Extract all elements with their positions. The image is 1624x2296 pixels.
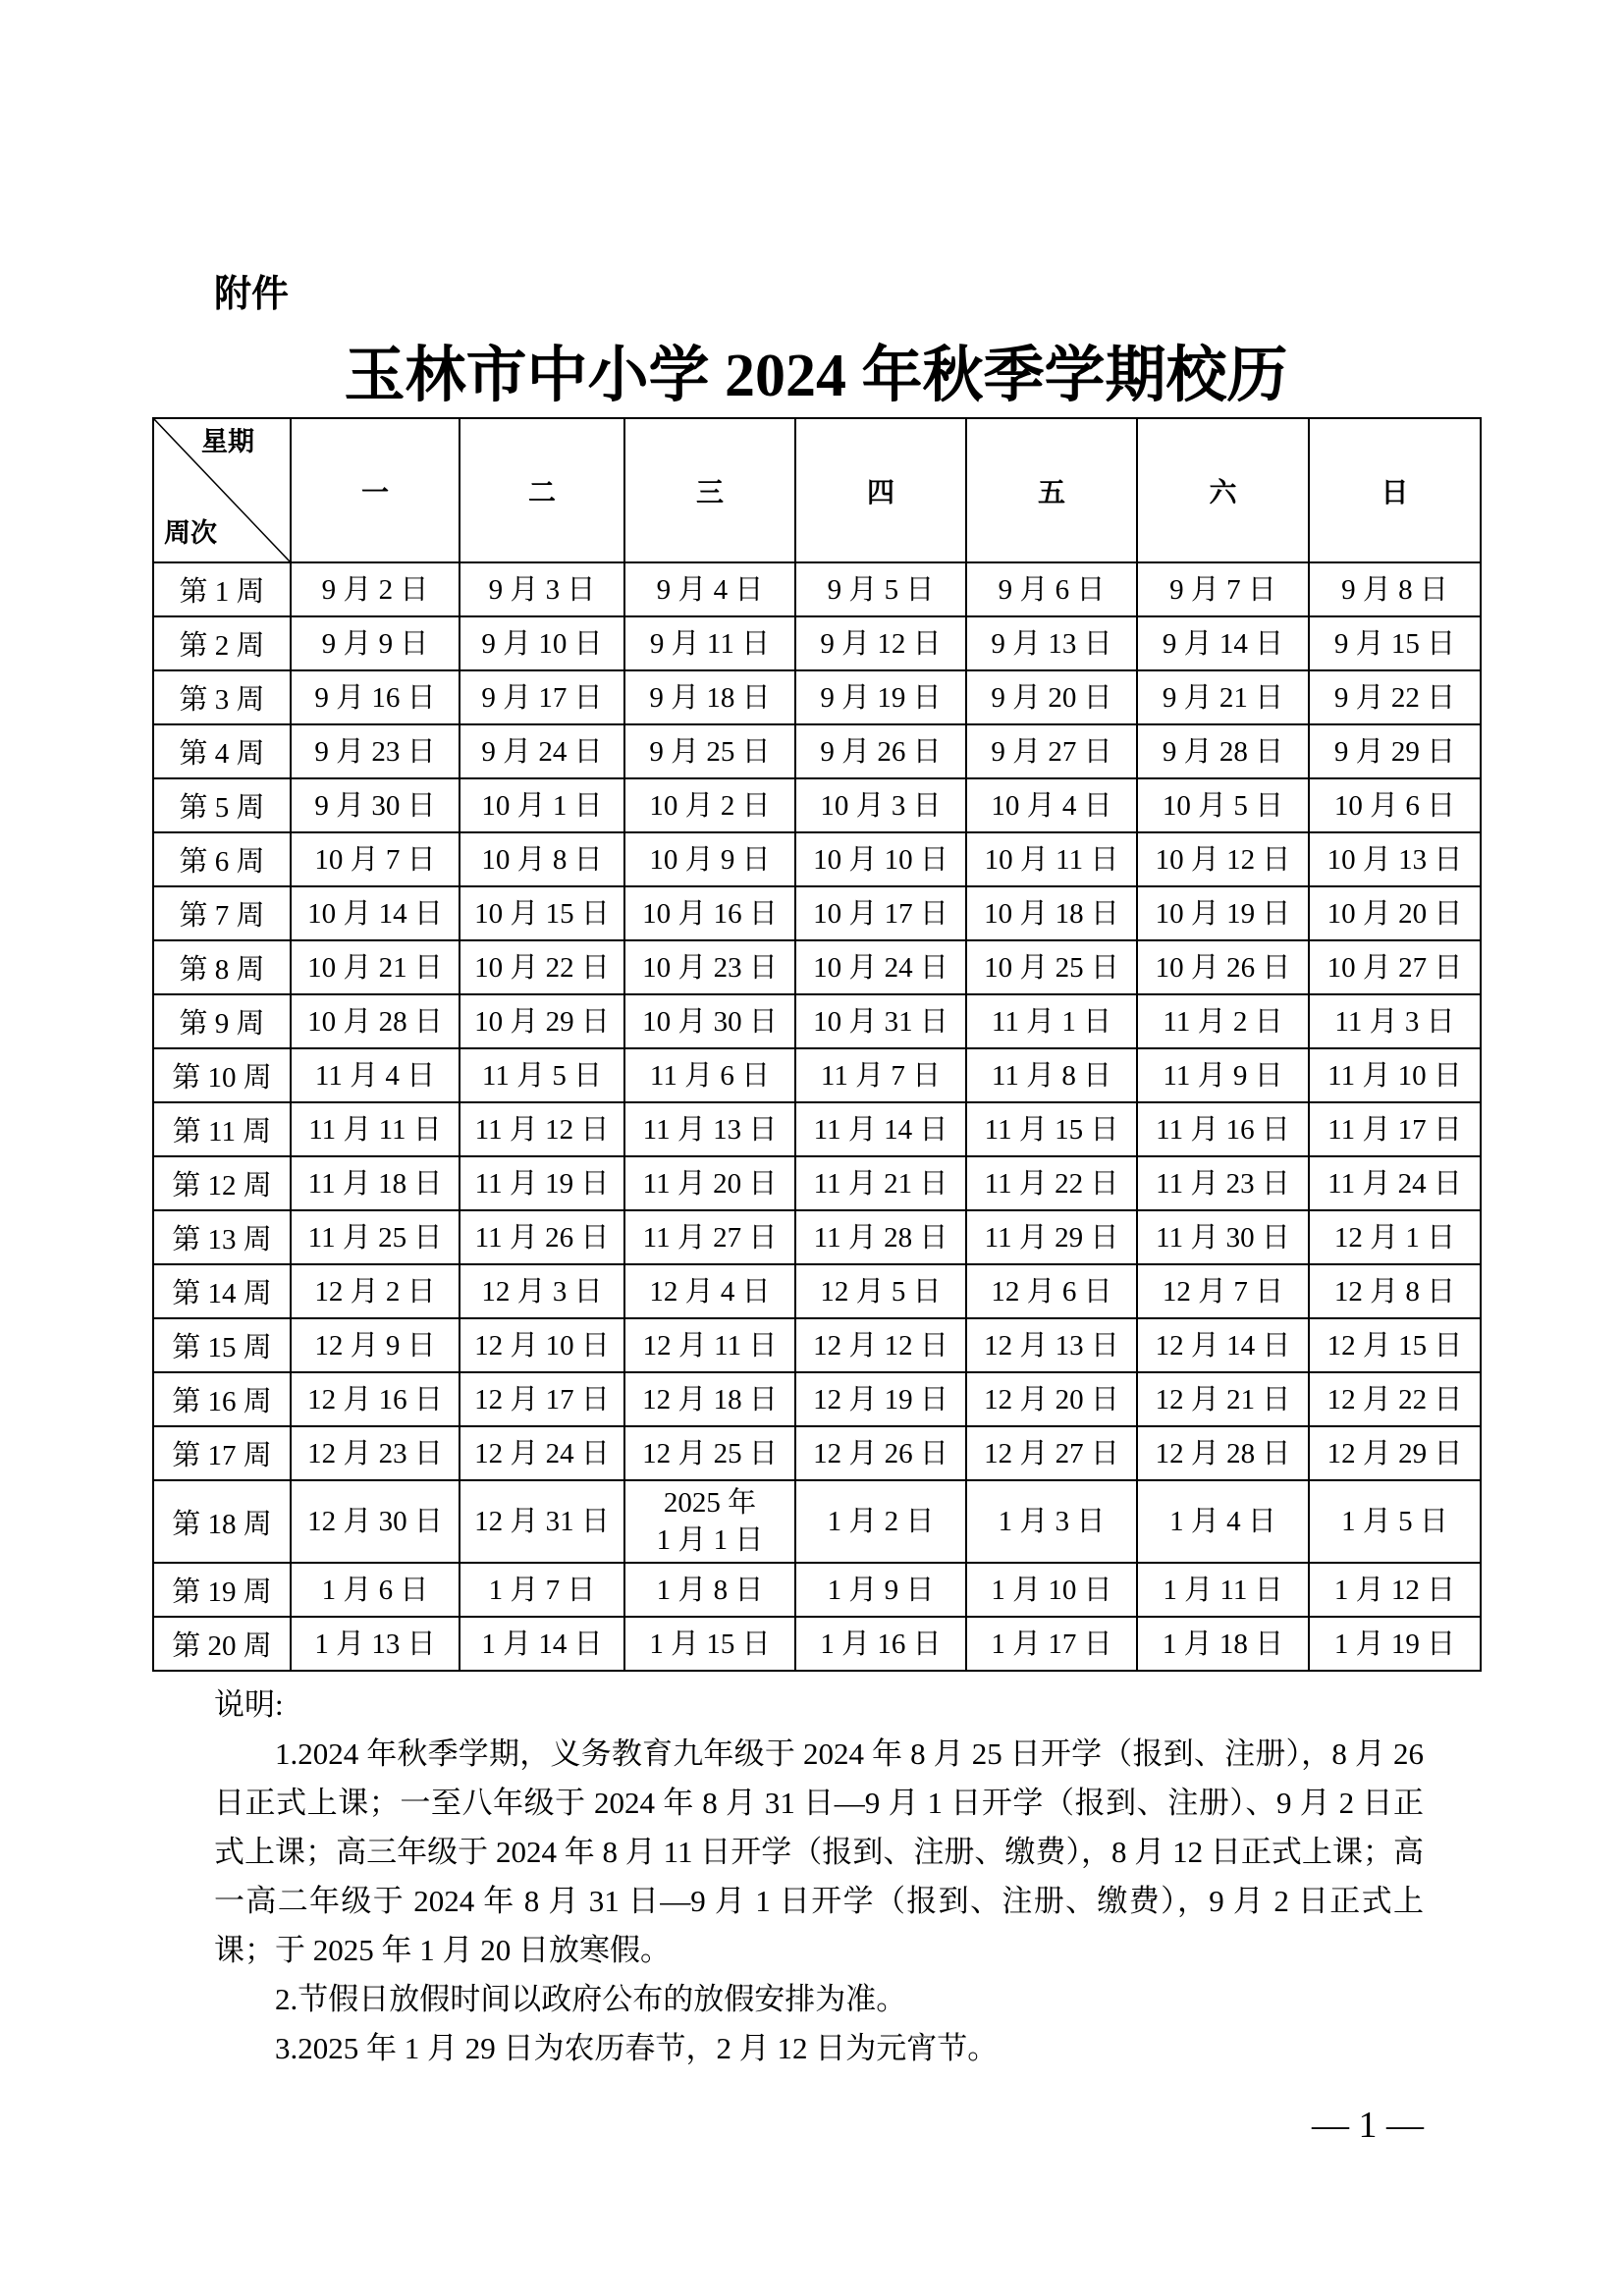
week-label: 第 15 周: [153, 1318, 291, 1372]
week-label: 第 18 周: [153, 1480, 291, 1563]
date-cell-sunday: 12 月 8 日: [1309, 1264, 1481, 1318]
calendar-header: [153, 418, 1481, 562]
week-row: [153, 1480, 1481, 1563]
date-cell-monday: 12 月 9 日: [291, 1318, 460, 1372]
date-cell-monday: 1 月 6 日: [291, 1563, 460, 1617]
week-axis-label: 周次: [164, 518, 217, 548]
date-cell-wednesday: 11 月 27 日: [624, 1210, 795, 1264]
week-row: [153, 724, 1481, 778]
note-item-3: 3.2025 年 1 月 29 日为农历春节，2 月 12 日为元宵节。: [275, 2031, 999, 2065]
date-cell-friday: 9 月 27 日: [966, 724, 1137, 778]
date-cell-friday: 1 月 17 日: [966, 1617, 1137, 1671]
notes-label: 说明:: [214, 1687, 284, 1722]
date-cell-saturday: 1 月 4 日: [1137, 1480, 1309, 1563]
day-header-friday: 五: [966, 418, 1137, 562]
note-item-1: 1.2024 年秋季学期，义务教育九年级于 2024 年 8 月 25 日开学（报到、注册），8 月 26 日正式上课；一至八年级于 2024 年 8 月 31 日—9 月 1 日开学（报到、注册）、9 月 2 日正式上课；高三年级于 2024 年 8 月 11 日开学（报到、注册、缴费），8 月 12 日正式上课；高一高二年级于 2024 年 8 月 31 日—9 月 1 日开学（报到、注册、缴费），9 月 2 日正式上课；于 2025 年 1 月 20 日放寒假。: [214, 1736, 1424, 1967]
date-cell-saturday: 12 月 28 日: [1137, 1426, 1309, 1480]
date-cell-wednesday: 12 月 18 日: [624, 1372, 795, 1426]
date-cell-saturday: 10 月 5 日: [1137, 778, 1309, 832]
date-cell-wednesday: 10 月 30 日: [624, 994, 795, 1048]
date-cell-thursday: 1 月 9 日: [795, 1563, 966, 1617]
week-label: 第 5 周: [153, 778, 291, 832]
date-cell-monday: 9 月 2 日: [291, 562, 460, 616]
date-cell-tuesday: 9 月 24 日: [460, 724, 624, 778]
date-cell-thursday: 11 月 7 日: [795, 1048, 966, 1102]
date-cell-saturday: 9 月 14 日: [1137, 616, 1309, 670]
date-cell-tuesday: 9 月 10 日: [460, 616, 624, 670]
date-cell-friday: 12 月 6 日: [966, 1264, 1137, 1318]
note-item-2: 2.节假日放假时间以政府公布的放假安排为准。: [275, 1982, 907, 2016]
date-cell-saturday: 11 月 2 日: [1137, 994, 1309, 1048]
date-cell-tuesday: 11 月 19 日: [460, 1156, 624, 1210]
date-cell-sunday: 1 月 19 日: [1309, 1617, 1481, 1671]
date-cell-friday: 10 月 4 日: [966, 778, 1137, 832]
date-cell-saturday: 11 月 23 日: [1137, 1156, 1309, 1210]
week-row: [153, 1372, 1481, 1426]
date-cell-sunday: 12 月 22 日: [1309, 1372, 1481, 1426]
date-cell-friday: 9 月 13 日: [966, 616, 1137, 670]
date-cell-wednesday: 12 月 11 日: [624, 1318, 795, 1372]
date-cell-monday: 12 月 16 日: [291, 1372, 460, 1426]
date-cell-thursday: 9 月 26 日: [795, 724, 966, 778]
date-cell-saturday: 10 月 26 日: [1137, 940, 1309, 994]
date-cell-monday: 12 月 30 日: [291, 1480, 460, 1563]
date-cell-sunday: 11 月 24 日: [1309, 1156, 1481, 1210]
date-cell-monday: 12 月 2 日: [291, 1264, 460, 1318]
date-cell-saturday: 1 月 18 日: [1137, 1617, 1309, 1671]
week-label: 第 20 周: [153, 1617, 291, 1671]
date-cell-wednesday: 9 月 18 日: [624, 670, 795, 724]
date-cell-tuesday: 12 月 31 日: [460, 1480, 624, 1563]
date-cell-tuesday: 12 月 17 日: [460, 1372, 624, 1426]
date-cell-thursday: 10 月 31 日: [795, 994, 966, 1048]
date-cell-sunday: 10 月 6 日: [1309, 778, 1481, 832]
week-row: [153, 940, 1481, 994]
date-cell-tuesday: 10 月 8 日: [460, 832, 624, 886]
date-cell-wednesday: 1 月 15 日: [624, 1617, 795, 1671]
attachment-label: 附件: [214, 274, 290, 315]
week-row: [153, 562, 1481, 616]
date-cell-sunday: 10 月 27 日: [1309, 940, 1481, 994]
week-row: [153, 1426, 1481, 1480]
date-cell-friday: 10 月 11 日: [966, 832, 1137, 886]
date-cell-tuesday: 10 月 15 日: [460, 886, 624, 940]
date-cell-sunday: 12 月 1 日: [1309, 1210, 1481, 1264]
page-number: — 1 —: [1312, 2105, 1424, 2146]
date-cell-saturday: 1 月 11 日: [1137, 1563, 1309, 1617]
date-cell-sunday: 9 月 29 日: [1309, 724, 1481, 778]
date-cell-wednesday: 9 月 4 日: [624, 562, 795, 616]
week-label: 第 17 周: [153, 1426, 291, 1480]
week-label: 第 13 周: [153, 1210, 291, 1264]
date-cell-saturday: 11 月 30 日: [1137, 1210, 1309, 1264]
date-cell-thursday: 12 月 12 日: [795, 1318, 966, 1372]
document-title: 玉林市中小学 2024 年秋季学期校历: [344, 343, 1288, 409]
date-cell-monday: 10 月 14 日: [291, 886, 460, 940]
week-row: [153, 1318, 1481, 1372]
date-cell-friday: 11 月 29 日: [966, 1210, 1137, 1264]
day-header-monday: 一: [291, 418, 460, 562]
week-label: 第 7 周: [153, 886, 291, 940]
date-cell-monday: 9 月 9 日: [291, 616, 460, 670]
week-label: 第 10 周: [153, 1048, 291, 1102]
date-cell-sunday: 9 月 22 日: [1309, 670, 1481, 724]
week-label: 第 12 周: [153, 1156, 291, 1210]
date-cell-sunday: 11 月 10 日: [1309, 1048, 1481, 1102]
week-label: 第 4 周: [153, 724, 291, 778]
corner-header-cell: [153, 418, 291, 562]
date-cell-friday: 9 月 6 日: [966, 562, 1137, 616]
date-cell-friday: 11 月 15 日: [966, 1102, 1137, 1156]
date-cell-friday: 10 月 18 日: [966, 886, 1137, 940]
week-row: [153, 1264, 1481, 1318]
day-header-saturday: 六: [1137, 418, 1309, 562]
school-calendar-table: [152, 417, 1482, 1672]
date-cell-thursday: 1 月 2 日: [795, 1480, 966, 1563]
date-cell-tuesday: 1 月 14 日: [460, 1617, 624, 1671]
date-cell-thursday: 10 月 3 日: [795, 778, 966, 832]
date-cell-monday: 10 月 28 日: [291, 994, 460, 1048]
date-cell-saturday: 11 月 16 日: [1137, 1102, 1309, 1156]
date-cell-thursday: 9 月 19 日: [795, 670, 966, 724]
date-cell-monday: 11 月 11 日: [291, 1102, 460, 1156]
week-label: 第 14 周: [153, 1264, 291, 1318]
week-label: 第 11 周: [153, 1102, 291, 1156]
date-cell-thursday: 12 月 26 日: [795, 1426, 966, 1480]
date-cell-sunday: 12 月 15 日: [1309, 1318, 1481, 1372]
date-cell-tuesday: 9 月 17 日: [460, 670, 624, 724]
date-cell-thursday: 1 月 16 日: [795, 1617, 966, 1671]
date-cell-friday: 12 月 20 日: [966, 1372, 1137, 1426]
week-row: [153, 832, 1481, 886]
date-cell-wednesday: 10 月 2 日: [624, 778, 795, 832]
weekday-axis-label: 星期: [201, 427, 254, 456]
week-row: [153, 1563, 1481, 1617]
date-cell-tuesday: 12 月 24 日: [460, 1426, 624, 1480]
date-cell-thursday: 9 月 12 日: [795, 616, 966, 670]
date-cell-monday: 10 月 21 日: [291, 940, 460, 994]
date-cell-friday: 9 月 20 日: [966, 670, 1137, 724]
date-cell-tuesday: 10 月 29 日: [460, 994, 624, 1048]
date-cell-tuesday: 9 月 3 日: [460, 562, 624, 616]
date-cell-sunday: 1 月 12 日: [1309, 1563, 1481, 1617]
date-cell-sunday: 11 月 17 日: [1309, 1102, 1481, 1156]
date-cell-monday: 12 月 23 日: [291, 1426, 460, 1480]
date-cell-wednesday: 11 月 20 日: [624, 1156, 795, 1210]
date-cell-tuesday: 12 月 10 日: [460, 1318, 624, 1372]
date-cell-sunday: 9 月 8 日: [1309, 562, 1481, 616]
date-cell-wednesday: 11 月 6 日: [624, 1048, 795, 1102]
week-label: 第 16 周: [153, 1372, 291, 1426]
week-row: [153, 1048, 1481, 1102]
date-cell-sunday: 10 月 20 日: [1309, 886, 1481, 940]
date-cell-friday: 10 月 25 日: [966, 940, 1137, 994]
date-cell-thursday: 12 月 19 日: [795, 1372, 966, 1426]
header-row: [153, 418, 1481, 562]
week-label: 第 1 周: [153, 562, 291, 616]
date-cell-saturday: 11 月 9 日: [1137, 1048, 1309, 1102]
date-cell-wednesday: 10 月 23 日: [624, 940, 795, 994]
date-cell-monday: 11 月 18 日: [291, 1156, 460, 1210]
date-cell-tuesday: 10 月 1 日: [460, 778, 624, 832]
date-cell-thursday: 12 月 5 日: [795, 1264, 966, 1318]
date-cell-thursday: 10 月 24 日: [795, 940, 966, 994]
date-cell-tuesday: 12 月 3 日: [460, 1264, 624, 1318]
date-cell-wednesday: 10 月 9 日: [624, 832, 795, 886]
date-cell-wednesday: 9 月 11 日: [624, 616, 795, 670]
date-cell-sunday: 12 月 29 日: [1309, 1426, 1481, 1480]
calendar-body: [153, 562, 1481, 1671]
week-row: [153, 1210, 1481, 1264]
date-cell-thursday: 11 月 28 日: [795, 1210, 966, 1264]
date-cell-wednesday: 2025 年 1 月 1 日: [624, 1480, 795, 1563]
notes-section: [214, 1681, 1424, 2073]
date-cell-monday: 11 月 4 日: [291, 1048, 460, 1102]
date-cell-monday: 11 月 25 日: [291, 1210, 460, 1264]
date-cell-saturday: 9 月 21 日: [1137, 670, 1309, 724]
date-cell-wednesday: 11 月 13 日: [624, 1102, 795, 1156]
week-row: [153, 886, 1481, 940]
date-cell-sunday: 11 月 3 日: [1309, 994, 1481, 1048]
date-cell-sunday: 1 月 5 日: [1309, 1480, 1481, 1563]
date-cell-friday: 12 月 27 日: [966, 1426, 1137, 1480]
date-cell-friday: 11 月 1 日: [966, 994, 1137, 1048]
date-cell-monday: 9 月 30 日: [291, 778, 460, 832]
date-cell-friday: 12 月 13 日: [966, 1318, 1137, 1372]
date-cell-saturday: 9 月 7 日: [1137, 562, 1309, 616]
date-cell-tuesday: 11 月 5 日: [460, 1048, 624, 1102]
date-cell-saturday: 10 月 19 日: [1137, 886, 1309, 940]
week-row: [153, 778, 1481, 832]
date-cell-monday: 9 月 16 日: [291, 670, 460, 724]
date-cell-saturday: 12 月 7 日: [1137, 1264, 1309, 1318]
date-cell-friday: 11 月 8 日: [966, 1048, 1137, 1102]
date-cell-wednesday: 12 月 4 日: [624, 1264, 795, 1318]
day-header-wednesday: 三: [624, 418, 795, 562]
date-cell-sunday: 10 月 13 日: [1309, 832, 1481, 886]
week-label: 第 3 周: [153, 670, 291, 724]
week-label: 第 19 周: [153, 1563, 291, 1617]
date-cell-tuesday: 11 月 26 日: [460, 1210, 624, 1264]
week-label: 第 9 周: [153, 994, 291, 1048]
date-cell-thursday: 10 月 17 日: [795, 886, 966, 940]
date-cell-monday: 10 月 7 日: [291, 832, 460, 886]
date-cell-tuesday: 11 月 12 日: [460, 1102, 624, 1156]
date-cell-tuesday: 1 月 7 日: [460, 1563, 624, 1617]
date-cell-wednesday: 9 月 25 日: [624, 724, 795, 778]
date-cell-sunday: 9 月 15 日: [1309, 616, 1481, 670]
date-cell-friday: 1 月 10 日: [966, 1563, 1137, 1617]
date-cell-thursday: 10 月 10 日: [795, 832, 966, 886]
date-cell-saturday: 9 月 28 日: [1137, 724, 1309, 778]
week-label: 第 6 周: [153, 832, 291, 886]
week-row: [153, 670, 1481, 724]
week-row: [153, 1102, 1481, 1156]
date-cell-wednesday: 10 月 16 日: [624, 886, 795, 940]
day-header-tuesday: 二: [460, 418, 624, 562]
week-row: [153, 994, 1481, 1048]
date-cell-monday: 1 月 13 日: [291, 1617, 460, 1671]
date-cell-saturday: 10 月 12 日: [1137, 832, 1309, 886]
date-cell-thursday: 11 月 14 日: [795, 1102, 966, 1156]
date-cell-wednesday: 12 月 25 日: [624, 1426, 795, 1480]
date-cell-wednesday: 1 月 8 日: [624, 1563, 795, 1617]
week-label: 第 2 周: [153, 616, 291, 670]
date-cell-thursday: 11 月 21 日: [795, 1156, 966, 1210]
week-row: [153, 1617, 1481, 1671]
day-header-thursday: 四: [795, 418, 966, 562]
date-cell-friday: 11 月 22 日: [966, 1156, 1137, 1210]
day-header-sunday: 日: [1309, 418, 1481, 562]
date-cell-saturday: 12 月 14 日: [1137, 1318, 1309, 1372]
week-row: [153, 616, 1481, 670]
date-cell-tuesday: 10 月 22 日: [460, 940, 624, 994]
date-cell-friday: 1 月 3 日: [966, 1480, 1137, 1563]
date-cell-monday: 9 月 23 日: [291, 724, 460, 778]
week-label: 第 8 周: [153, 940, 291, 994]
week-row: [153, 1156, 1481, 1210]
date-cell-saturday: 12 月 21 日: [1137, 1372, 1309, 1426]
date-cell-thursday: 9 月 5 日: [795, 562, 966, 616]
